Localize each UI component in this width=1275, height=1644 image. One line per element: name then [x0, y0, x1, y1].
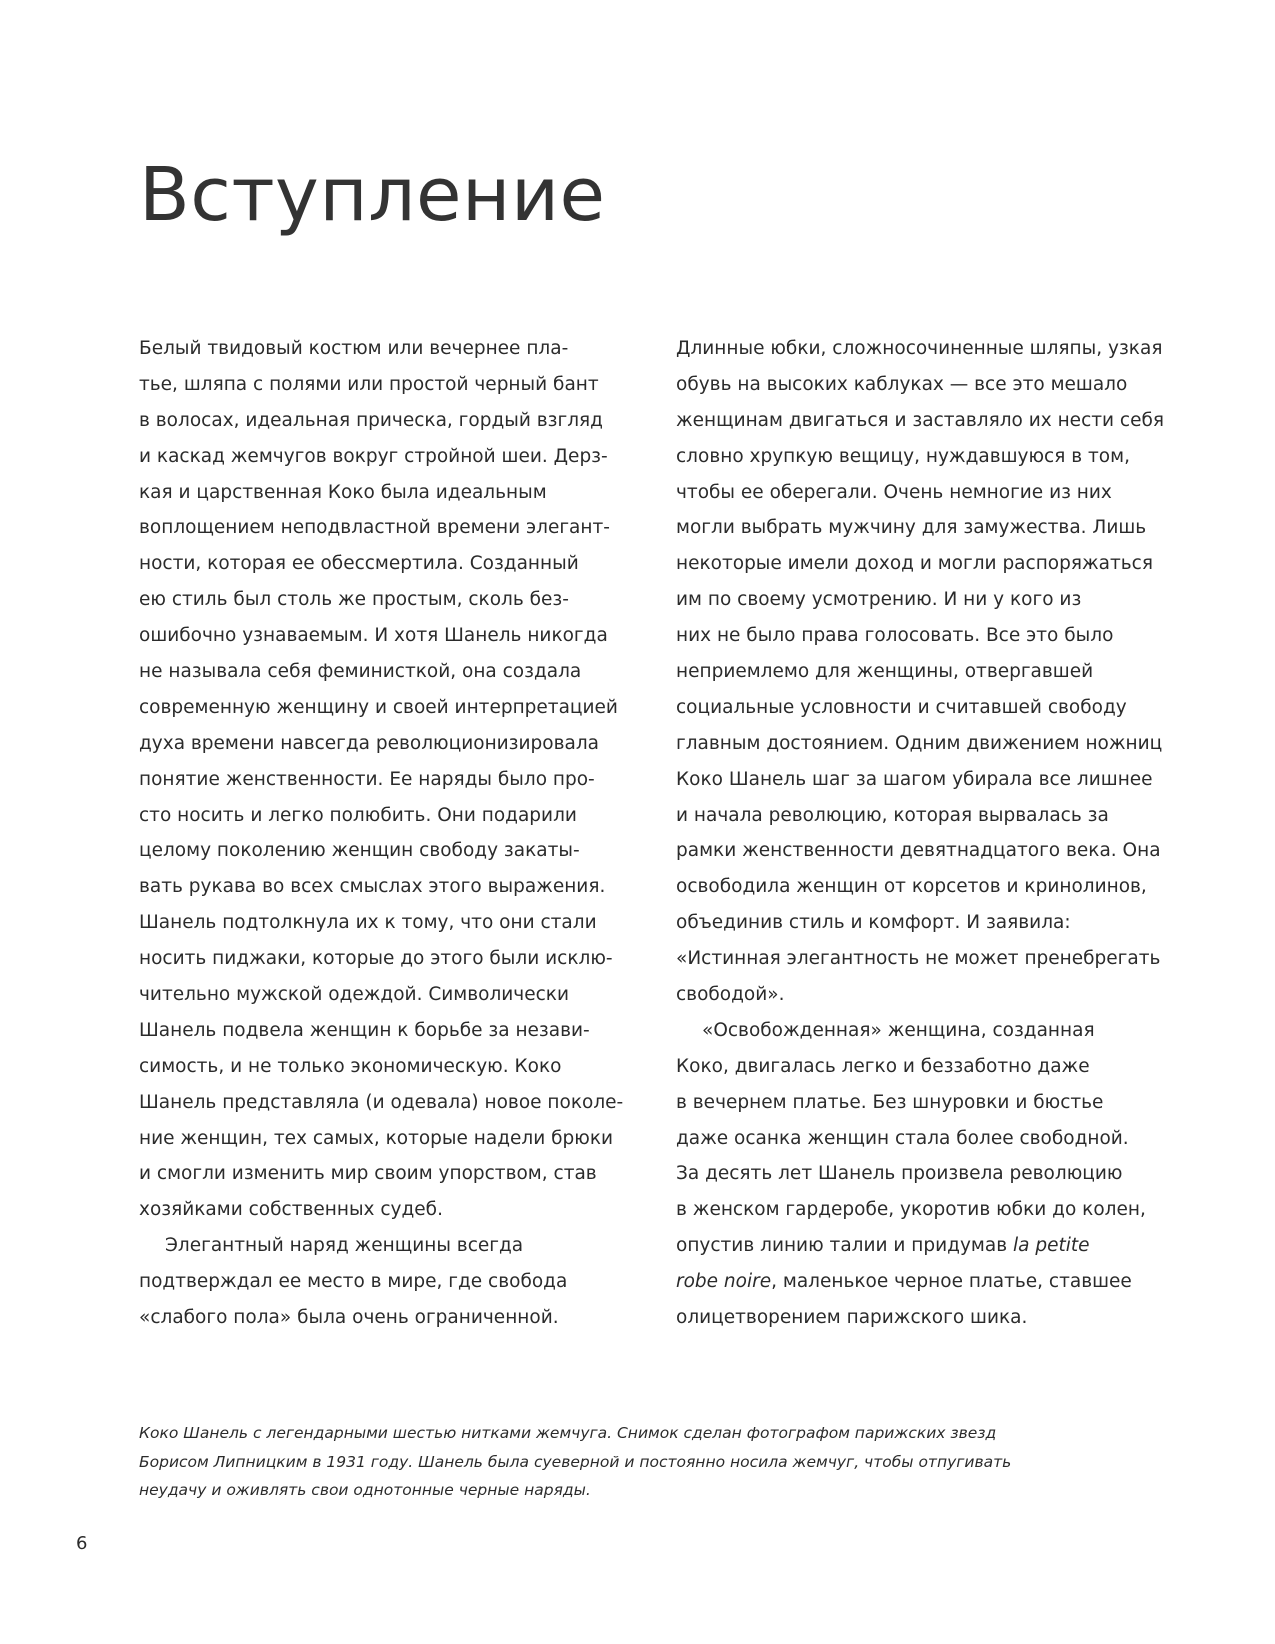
text-line: свободой».	[676, 984, 785, 1006]
text-line: олицетворением парижского шика.	[676, 1307, 1028, 1329]
text-line: освободила женщин от корсетов и кринолинов,	[676, 876, 1147, 898]
text-line: ности, которая ее обессмертила. Созданный	[139, 553, 579, 575]
text-line: подтверждал ее место в мире, где свобода	[139, 1271, 568, 1293]
caption-line: Борисом Липницким в 1931 году. Шанель была суеверной и постоянно носила жемчуг, чтобы отпугивать	[139, 1452, 1012, 1471]
text-line: чительно мужской одеждой. Символически	[139, 984, 569, 1006]
text-line-paragraph-start: Элегантный наряд женщины всегда	[165, 1235, 524, 1257]
text-line: могли выбрать мужчину для замужества. Лишь	[676, 517, 1147, 539]
text-line: обувь на высоких каблуках — все это мешало	[676, 373, 1128, 395]
text-line: и смогли изменить мир своим упорством, став	[139, 1163, 597, 1185]
text-line: чтобы ее оберегали. Очень немногие из них	[676, 481, 1112, 503]
text-line: хозяйками собственных судеб.	[139, 1199, 443, 1221]
text-line: женщинам двигаться и заставляло их нести себя	[676, 409, 1165, 431]
text-line: Длинные юбки, сложносочиненные шляпы, узкая	[676, 338, 1163, 359]
text-line: Коко Шанель шаг за шагом убирала все лишнее	[676, 768, 1153, 790]
text-line: воплощением неподвластной времени элегант-	[139, 517, 610, 539]
text-line: им по своему усмотрению. И ни у кого из	[676, 589, 1082, 611]
text-line: симость, и не только экономическую. Коко	[139, 1055, 562, 1077]
text-fragment: опустив линию талии и придумав	[676, 1235, 1013, 1257]
text-line: ею стиль был столь же простым, сколь без-	[139, 589, 569, 611]
foreign-phrase: robe noire	[676, 1271, 772, 1293]
page-number: 6	[76, 1533, 88, 1554]
text-line: и каскад жемчугов вокруг стройной шеи. Дерз-	[139, 445, 608, 467]
text-line: Шанель подтолкнула их к тому, что они стали	[139, 912, 597, 934]
text-line: неприемлемо для женщины, отвергавшей	[676, 661, 1094, 683]
text-line: «слабого пола» была очень ограниченной.	[139, 1307, 559, 1329]
text-line: в вечернем платье. Без шнуровки и бюстье	[676, 1091, 1104, 1113]
text-line-paragraph-start: «Освобожденная» женщина, созданная	[702, 1019, 1095, 1041]
text-line: объединив стиль и комфорт. И заявила:	[676, 912, 1071, 934]
text-line: духа времени навсегда революционизировала	[139, 732, 600, 754]
text-line: главным достоянием. Одним движением ножниц	[676, 732, 1163, 754]
text-line: в волосах, идеальная прическа, гордый взгляд	[139, 409, 603, 431]
text-line: в женском гардеробе, укоротив юбки до колен,	[676, 1199, 1146, 1221]
right-column	[676, 331, 1164, 1336]
text-line: не называла себя феминисткой, она создала	[139, 661, 582, 683]
text-line: социальные условности и считавшей свободу	[676, 696, 1127, 718]
text-line: даже осанка женщин стала более свободной.	[676, 1127, 1129, 1149]
page-title: Вступление	[139, 152, 606, 238]
text-line: Шанель представляла (и одевала) новое поколе-	[139, 1091, 624, 1113]
text-line: сто носить и легко полюбить. Они подарили	[139, 804, 577, 826]
foreign-phrase: la petite	[1012, 1235, 1090, 1257]
text-line: носить пиджаки, которые до этого были исклю-	[139, 948, 613, 970]
text-line: ошибочно узнаваемым. И хотя Шанель никогда	[139, 625, 608, 647]
text-line: целому поколению женщин свободу закаты-	[139, 840, 580, 862]
caption-line: неудачу и оживлять свои однотонные черные наряды.	[139, 1481, 591, 1499]
text-line: «Истинная элегантность не может пренебрегать	[676, 948, 1161, 970]
text-line	[676, 1228, 1164, 1264]
text-line: них не было права голосовать. Все это было	[676, 625, 1114, 647]
text-line: словно хрупкую вещицу, нуждавшуюся в том,	[676, 445, 1130, 467]
text-line: понятие женственности. Ее наряды было про-	[139, 768, 595, 790]
text-line: ние женщин, тех самых, которые надели брюки	[139, 1127, 614, 1149]
text-line: рамки женственности девятнадцатого века. Она	[676, 840, 1161, 862]
photo-caption	[139, 1419, 1011, 1505]
text-line: вать рукава во всех смыслах этого выражения.	[139, 876, 606, 898]
text-line	[676, 1264, 1164, 1300]
text-line: современную женщину и своей интерпретацией	[139, 696, 618, 718]
caption-line: Коко Шанель с легендарными шестью нитками жемчуга. Снимок сделан фотографом парижских звезд	[139, 1424, 997, 1442]
text-line: Шанель подвела женщин к борьбе за незави-	[139, 1019, 590, 1041]
text-line: Коко, двигалась легко и беззаботно даже	[676, 1055, 1090, 1077]
left-column	[139, 331, 623, 1336]
text-line: За десять лет Шанель произвела революцию	[676, 1163, 1123, 1185]
text-line: Белый твидовый костюм или вечернее пла-	[139, 338, 569, 359]
text-line: тье, шляпа с полями или простой черный бант	[139, 373, 599, 395]
text-line: и начала революцию, которая вырвалась за	[676, 804, 1109, 826]
text-line: кая и царственная Коко была идеальным	[139, 481, 547, 503]
text-fragment: , маленькое черное платье, ставшее	[771, 1271, 1132, 1293]
text-line: некоторые имели доход и могли распоряжаться	[676, 553, 1153, 575]
